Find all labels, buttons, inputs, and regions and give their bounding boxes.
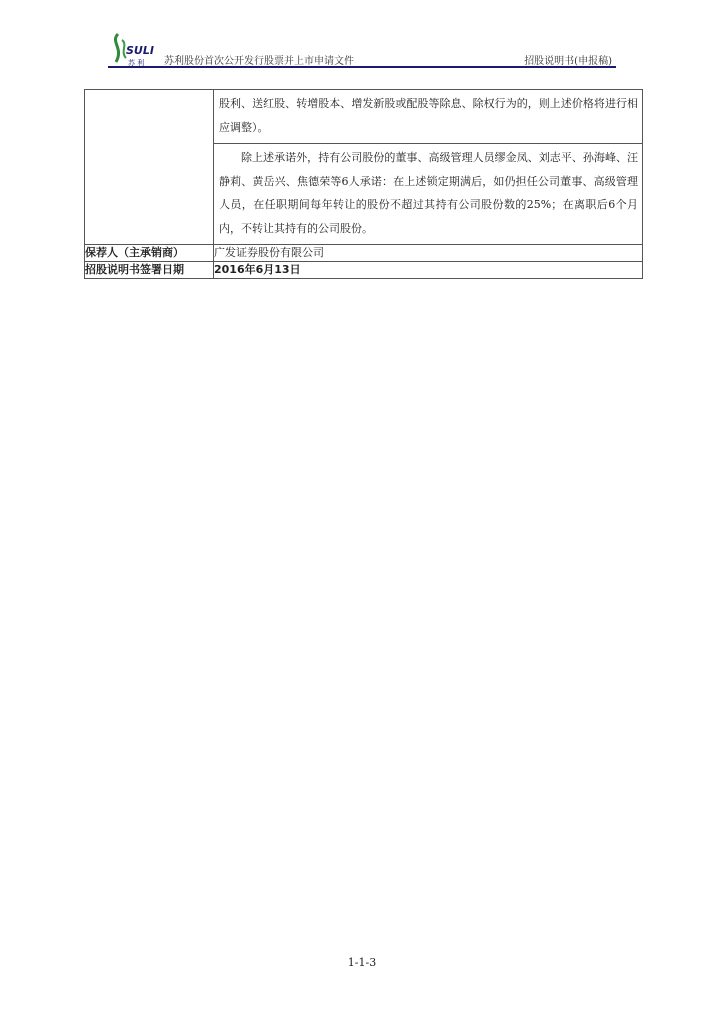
prospectus-info-table xyxy=(84,89,643,279)
lockup-commitment-cell xyxy=(214,90,643,245)
svg-text:苏 利: 苏 利 xyxy=(128,59,145,67)
page-number: 1-1-3 xyxy=(347,956,377,969)
page-header xyxy=(108,32,616,68)
empty-label-cell xyxy=(85,90,214,245)
svg-text:SULI: SULI xyxy=(126,44,154,57)
sponsor-value: 广发证券股份有限公司 xyxy=(214,245,643,262)
signing-date-value: 2016年6月13日 xyxy=(214,262,643,279)
table-row xyxy=(85,262,643,279)
signing-date-label: 招股说明书签署日期 xyxy=(85,262,214,279)
header-document-type: 招股说明书(申报稿) xyxy=(524,56,612,67)
price-adjustment-text: 股利、送红股、转增股本、增发新股或配股等除息、除权行为的，则上述价格将进行相应调整）。 xyxy=(219,97,638,134)
header-document-title: 苏利股份首次公开发行股票并上市申请文件 xyxy=(164,56,354,67)
director-commitment-text: 除上述承诺外，持有公司股份的董事、高级管理人员缪金凤、刘志平、孙海峰、汪静莉、黄岳兴、焦德荣等6人承诺：在上述锁定期满后，如仍担任公司董事、高级管理人员，在任职期间每年转让的股份不超过其持有公司股份数的25%；在离职后6个月内，不转让其持有的公司股份。 xyxy=(219,151,638,235)
sponsor-label: 保荐人（主承销商） xyxy=(85,245,214,262)
table-row xyxy=(85,245,643,262)
table-row xyxy=(85,90,643,245)
company-logo xyxy=(108,32,160,68)
header-divider xyxy=(108,66,616,68)
